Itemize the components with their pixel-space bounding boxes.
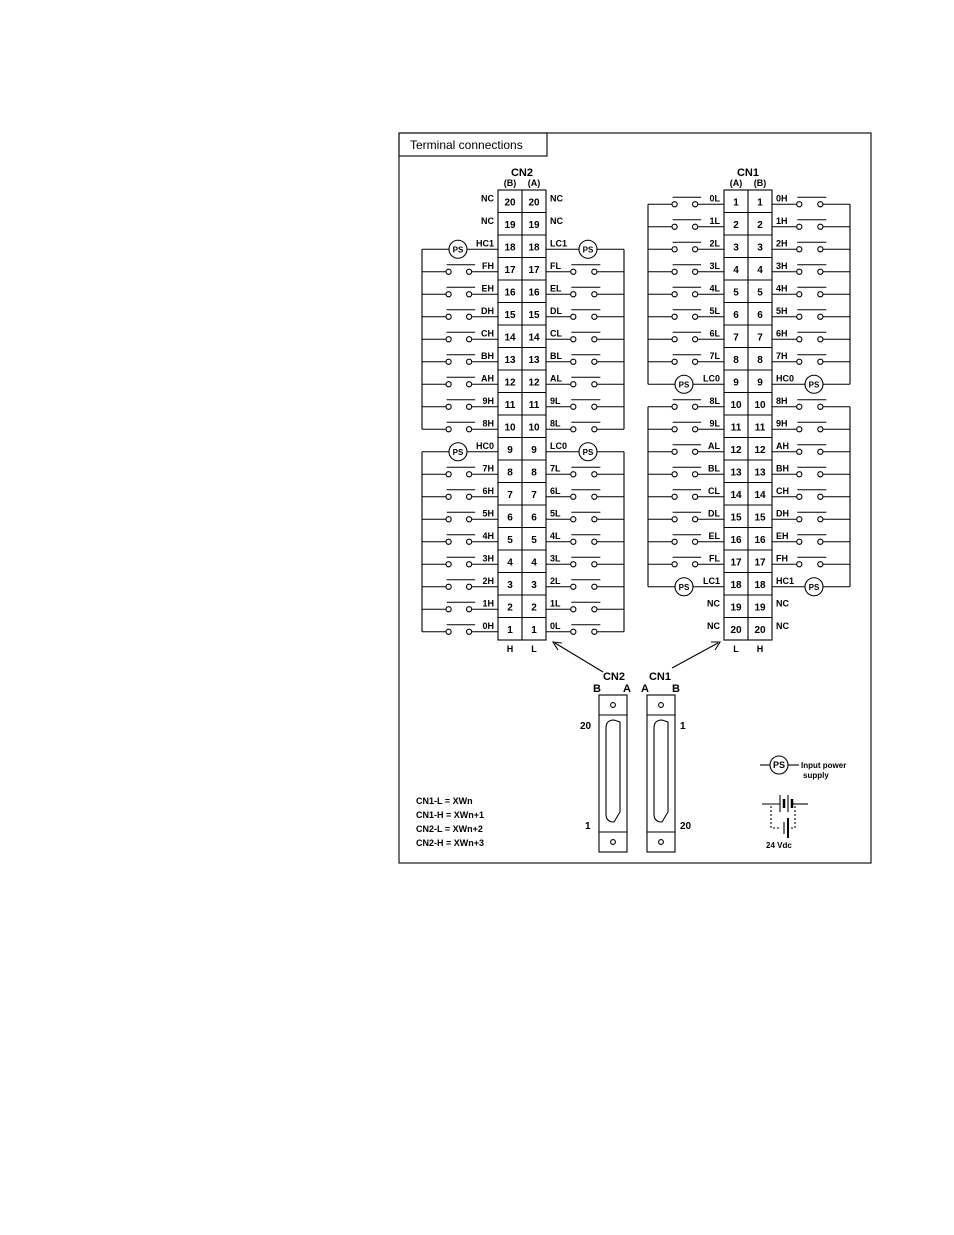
cn1-left-signal-label: 7L: [709, 350, 720, 361]
cn2-right-signal-label: 5L: [550, 508, 561, 519]
svg-text:PS: PS: [808, 380, 820, 390]
cn1-left-signal-label: EL: [708, 530, 720, 541]
cn1-pin-number-b: 2: [733, 219, 739, 231]
cn1-right-signal-label: EH: [776, 530, 789, 541]
cn1-bottom-right-label: H: [756, 644, 764, 654]
connector-cn1-bottom-pin: 20: [680, 821, 692, 832]
cn2-right-signal-label: EL: [550, 283, 562, 294]
cn1-right-signal-label: NC: [776, 598, 789, 609]
cn2-right-signal-label: 0L: [550, 620, 561, 631]
cn1-right-signal-label: AH: [776, 440, 789, 451]
cn2-left-signal-label: AH: [481, 373, 494, 384]
cn2-pin-number-b: 19: [504, 219, 516, 231]
cn2-left-signal-label: 5H: [482, 508, 494, 519]
cn1-left-signal-label: AL: [708, 440, 720, 451]
cn2-pin-number-a: 4: [531, 557, 537, 569]
cn2-pin-number-b: 10: [504, 422, 516, 434]
cn1-left-signal-label: 8L: [709, 395, 720, 406]
connector-cn2-b: B: [593, 683, 601, 695]
diagram-title: Terminal connections: [410, 138, 523, 152]
cn1-pin-number-a: 9: [757, 377, 763, 389]
svg-text:PS: PS: [808, 582, 820, 592]
cn1-pin-number-a: 6: [757, 309, 763, 321]
cn2-left-signal-label: NC: [481, 193, 494, 204]
cn2-pin-number-a: 7: [531, 489, 537, 501]
cn1-right-signal-label: FH: [776, 553, 788, 564]
cn1-pin-number-a: 13: [754, 467, 766, 479]
cn2-left-signal-label: 6H: [482, 485, 494, 496]
cn1-right-signal-label: 7H: [776, 350, 788, 361]
cn2-left-signal-label: EH: [481, 283, 494, 294]
cn1-pin-number-b: 3: [733, 242, 739, 254]
cn1-left-signal-label: FL: [709, 553, 720, 564]
cn1-right-signal-label: 4H: [776, 283, 788, 294]
connector-cn1-a: A: [641, 683, 649, 695]
cn2-right-signal-label: 4L: [550, 530, 561, 541]
cn2-pin-number-a: 17: [528, 264, 540, 276]
cn2-right-signal-label: AL: [550, 373, 562, 384]
cn2-pin-number-b: 9: [507, 444, 513, 456]
cn1-pin-number-b: 17: [730, 557, 742, 569]
cn2-pin-number-a: 5: [531, 534, 537, 546]
cn1-right-signal-label: 0H: [776, 193, 788, 204]
connector-cn1-top-pin: 1: [680, 721, 686, 732]
cn1-left-signal-label: 5L: [709, 305, 720, 316]
legend-ps-symbol: PS: [772, 760, 786, 770]
cn2-pin-number-b: 15: [504, 309, 516, 321]
cn1-col-b: (B): [753, 178, 767, 188]
cn1-pin-number-a: 16: [754, 534, 766, 546]
cn2-pin-number-b: 17: [504, 264, 516, 276]
cn2-pin-number-a: 3: [531, 579, 537, 591]
cn2-pin-number-b: 5: [507, 534, 513, 546]
cn1-left-signal-label: 6L: [709, 328, 720, 339]
cn1-pin-number-b: 7: [733, 332, 739, 344]
cn1-pin-number-a: 20: [754, 624, 766, 636]
cn1-pin-number-b: 19: [730, 602, 742, 614]
mapping-line-4: CN2-H = XWn+3: [416, 838, 485, 848]
cn1-right-signal-label: BH: [776, 463, 789, 474]
svg-text:PS: PS: [452, 245, 464, 255]
legend-ps: [760, 756, 846, 780]
cn1-col-a: (A): [729, 178, 743, 188]
mapping-line-1: CN1-L = XWn: [416, 796, 473, 806]
cn2-left-signal-label: 4H: [482, 530, 494, 541]
cn1-header: CN1: [736, 167, 760, 179]
cn1-pin-number-a: 2: [757, 219, 763, 231]
cn1-left-signal-label: LC0: [702, 373, 720, 384]
cn2-pin-number-a: 19: [528, 219, 540, 231]
cn2-pin-number-a: 10: [528, 422, 540, 434]
cn1-left-signal-label: LC1: [702, 575, 720, 586]
cn2-bottom-right-label: L: [531, 644, 537, 654]
cn1-pin-number-a: 7: [757, 332, 763, 344]
cn2-right-signal-label: NC: [550, 193, 563, 204]
connector-cn2-label: CN2: [602, 671, 626, 683]
cn1-pin-number-b: 4: [733, 264, 739, 276]
cn2-left-signal-label: 7H: [482, 463, 494, 474]
cn2-right-signal-label: 8L: [550, 418, 561, 429]
cn2-right-signal-label: 3L: [550, 553, 561, 564]
cn1-pin-number-b: 10: [730, 399, 742, 411]
cn1-right-signal-label: 5H: [776, 305, 788, 316]
cn2-left-signal-label: FH: [482, 260, 494, 271]
cn2-left-signal-label: HC0: [475, 440, 494, 451]
cn2-right-signal-label: 9L: [550, 395, 561, 406]
cn2-pin-number-b: 7: [507, 489, 513, 501]
cn1-pin-number-b: 12: [730, 444, 742, 456]
cn2-pin-number-b: 20: [504, 197, 516, 209]
cn1-left-signal-label: 3L: [709, 260, 720, 271]
cn1-pin-number-a: 11: [754, 422, 766, 434]
cn1-pin-number-b: 6: [733, 309, 739, 321]
svg-text:PS: PS: [678, 582, 690, 592]
cn2-rows: [476, 190, 567, 640]
cn2-pin-number-b: 13: [504, 354, 516, 366]
cn2-right-signal-label: 6L: [550, 485, 561, 496]
cn2-pin-number-b: 2: [507, 602, 513, 614]
cn1-pin-number-a: 8: [757, 354, 763, 366]
cn2-right-signal-label: 7L: [550, 463, 561, 474]
cn2-pin-number-b: 11: [504, 399, 516, 411]
cn2-pin-number-a: 6: [531, 512, 537, 524]
cn2-left-signal-label: NC: [481, 215, 494, 226]
cn1-left-signal-label: CL: [708, 485, 720, 496]
cn1-right-signal-label: 1H: [776, 215, 788, 226]
connector-cn1-b: B: [672, 683, 680, 695]
svg-text:PS: PS: [582, 245, 594, 255]
cn2-right-signal-label: LC1: [550, 238, 568, 249]
cn2-left-signal-label: 1H: [482, 598, 494, 609]
cn1-bottom-left-label: L: [733, 644, 739, 654]
cn2-left-signal-label: 0H: [482, 620, 494, 631]
cn1-pin-number-b: 16: [730, 534, 742, 546]
connector-cn2: [599, 695, 627, 852]
cn1-pin-number-a: 17: [754, 557, 766, 569]
arrow-to-cn1: [672, 643, 718, 668]
cn1-right-signal-label: HC1: [776, 575, 795, 586]
mapping-line-3: CN2-L = XWn+2: [416, 824, 483, 834]
cn2-pin-number-a: 1: [531, 624, 537, 636]
cn2-pin-number-a: 2: [531, 602, 537, 614]
cn2-pin-number-a: 20: [528, 197, 540, 209]
svg-text:PS: PS: [678, 380, 690, 390]
cn2-pin-number-a: 13: [528, 354, 540, 366]
cn1-right-signal-label: 6H: [776, 328, 788, 339]
svg-text:PS: PS: [582, 447, 594, 457]
cn1-pin-number-b: 20: [730, 624, 742, 636]
cn2-col-b: (B): [503, 178, 517, 188]
cn1-right-signal-label: DH: [776, 508, 789, 519]
cn1-pin-number-b: 15: [730, 512, 742, 524]
cn2-pin-number-a: 16: [528, 287, 540, 299]
cn2-right-signal-label: DL: [550, 305, 562, 316]
cn1-pin-number-b: 8: [733, 354, 739, 366]
cn1-left-signal-label: BL: [708, 463, 720, 474]
cn2-left-signal-label: 8H: [482, 418, 494, 429]
cn1-pin-number-b: 11: [730, 422, 742, 434]
mapping-line-2: CN1-H = XWn+1: [416, 810, 485, 820]
cn1-pin-number-b: 13: [730, 467, 742, 479]
cn2-left-signal-label: CH: [481, 328, 494, 339]
cn1-right-signal-label: 8H: [776, 395, 788, 406]
cn2-left-signal-label: 3H: [482, 553, 494, 564]
cn2-pin-number-a: 11: [528, 399, 540, 411]
connector-cn2-top-pin: 20: [580, 721, 592, 732]
cn1-pin-number-a: 15: [754, 512, 766, 524]
cn2-pin-number-a: 15: [528, 309, 540, 321]
cn2-right-signal-label: 1L: [550, 598, 561, 609]
cn1-left-signal-label: NC: [707, 620, 720, 631]
connector-cn2-a: A: [623, 683, 631, 695]
cn2-pin-number-a: 14: [528, 332, 540, 344]
cn1-pin-number-b: 14: [730, 489, 742, 501]
cn1-pin-number-b: 5: [733, 287, 739, 299]
cn1-pin-number-a: 14: [754, 489, 766, 501]
cn1-left-signal-label: 9L: [709, 418, 720, 429]
cn2-pin-number-b: 3: [507, 579, 513, 591]
legend-ps-label-1: Input power: [801, 761, 847, 770]
connector-cn2-bottom-pin: 1: [585, 821, 591, 832]
cn2-pin-number-b: 18: [504, 242, 516, 254]
cn1-pin-number-b: 18: [730, 579, 742, 591]
cn1-left-signal-label: 4L: [709, 283, 720, 294]
cn2-right-signal-label: FL: [550, 260, 561, 271]
cn1-pin-number-a: 5: [757, 287, 763, 299]
svg-text:PS: PS: [452, 447, 464, 457]
cn2-pin-number-b: 14: [504, 332, 516, 344]
cn2-col-a: (A): [527, 178, 541, 188]
cn1-rows: [703, 190, 794, 640]
cn2-pin-number-b: 16: [504, 287, 516, 299]
cn1-pin-number-a: 18: [754, 579, 766, 591]
cn1-pin-number-a: 19: [754, 602, 766, 614]
cn2-left-signal-label: DH: [481, 305, 494, 316]
connector-cn1-label: CN1: [648, 671, 672, 683]
cn2-pin-number-b: 4: [507, 557, 513, 569]
cn2-right-signal-label: 2L: [550, 575, 561, 586]
legend-ps-label-2: supply: [803, 771, 829, 780]
cn2-right-signal-label: CL: [550, 328, 562, 339]
cn2-right-signal-label: NC: [550, 215, 563, 226]
cn1-left-signal-label: DL: [708, 508, 720, 519]
cn2-left-signal-label: 9H: [482, 395, 494, 406]
cn2-pin-number-b: 6: [507, 512, 513, 524]
cn1-pin-number-b: 9: [733, 377, 739, 389]
cn2-pin-number-b: 8: [507, 467, 513, 479]
cn2-pin-number-a: 8: [531, 467, 537, 479]
arrow-to-cn2: [555, 643, 603, 672]
legend-battery-label: 24 Vdc: [766, 841, 792, 850]
cn1-pin-number-a: 4: [757, 264, 763, 276]
cn1-left-signal-label: 2L: [709, 238, 720, 249]
cn1-right-signal-label: 3H: [776, 260, 788, 271]
cn1-left-signal-label: NC: [707, 598, 720, 609]
cn1-pin-number-a: 1: [757, 197, 763, 209]
battery-icon: [762, 795, 808, 838]
cn1-pin-number-a: 3: [757, 242, 763, 254]
cn2-right-signal-label: LC0: [550, 440, 568, 451]
cn1-right-signal-label: HC0: [776, 373, 795, 384]
cn2-pin-number-b: 12: [504, 377, 516, 389]
cn2-left-signal-label: BH: [481, 350, 494, 361]
cn2-pin-number-b: 1: [507, 624, 513, 636]
cn1-pin-number-a: 12: [754, 444, 766, 456]
cn1-pin-number-a: 10: [754, 399, 766, 411]
cn2-pin-number-a: 12: [528, 377, 540, 389]
cn2-left-signal-label: 2H: [482, 575, 494, 586]
cn1-pin-number-b: 1: [733, 197, 739, 209]
cn2-pin-number-a: 9: [531, 444, 537, 456]
cn1-right-signal-label: NC: [776, 620, 789, 631]
cn1-right-signal-label: 9H: [776, 418, 788, 429]
cn1-left-signal-label: 0L: [709, 193, 720, 204]
cn2-bottom-left-label: H: [506, 644, 514, 654]
cn1-right-signal-label: CH: [776, 485, 789, 496]
cn2-left-signal-label: HC1: [475, 238, 494, 249]
connector-cn1: [647, 695, 675, 852]
cn1-left-signal-label: 1L: [709, 215, 720, 226]
cn2-header: CN2: [510, 167, 534, 179]
cn1-right-signal-label: 2H: [776, 238, 788, 249]
cn2-right-signal-label: BL: [550, 350, 562, 361]
cn2-pin-number-a: 18: [528, 242, 540, 254]
